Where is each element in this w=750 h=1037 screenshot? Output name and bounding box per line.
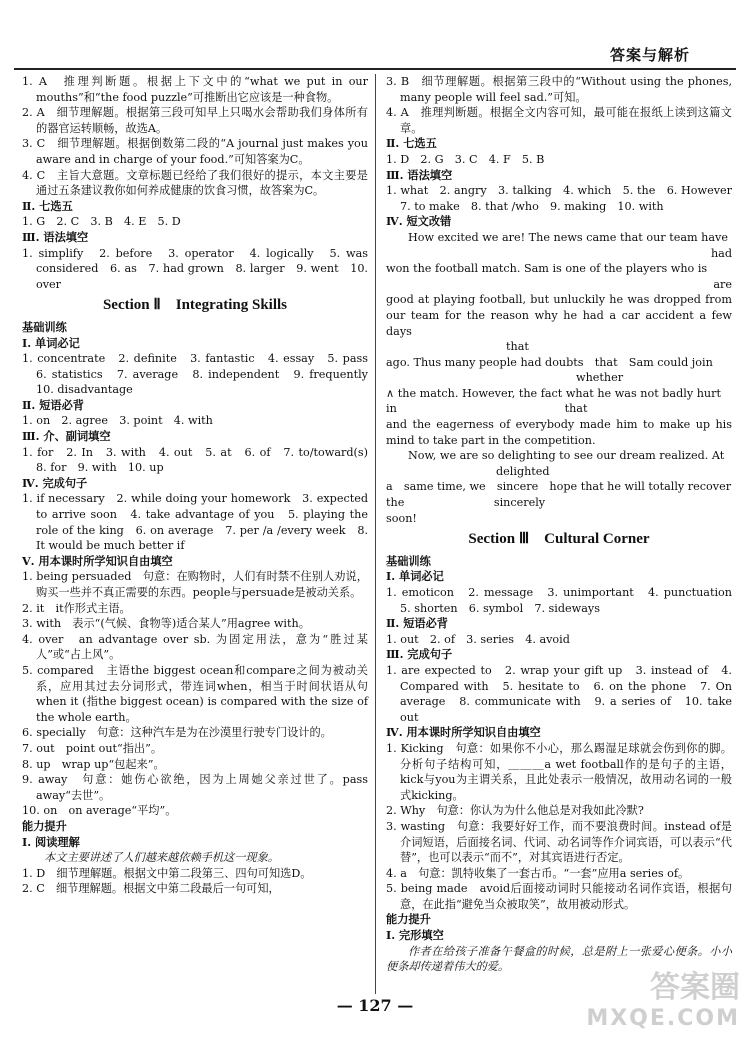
answer-item: 2. Why 句意：你认为为什么他总是对我如此冷默? <box>386 804 644 818</box>
heading-free-fill: Ⅴ. 用本课时所学知识自由填空 <box>22 553 173 568</box>
heading-seven-choose-five: Ⅱ. 七选五 <box>22 198 73 213</box>
correction-note: whether <box>576 371 624 385</box>
header-title: 答案与解析 <box>609 46 690 64</box>
answer-item: 1. D 细节理解题。根据文中第二段第三、四句可知选D。 <box>22 866 312 880</box>
correction-note: are <box>713 277 732 291</box>
heading-prep-adv: Ⅲ. 介、副词填空 <box>22 429 111 444</box>
answer-item: 3. B 细节理解题。根据第三段中的“Without using the phones, many people will feel sad.”可知。 <box>386 75 732 104</box>
right-column <box>386 74 744 975</box>
heading-error-correction: Ⅳ. 短文改错 <box>386 214 452 229</box>
answer-line: 1. if necessary 2. while doing your homework 3. expected to arrive soon 4. take advantage of you 5. playing the role of the king 6. on average 7. per /a /every week 8. It would be much better if <box>22 492 368 553</box>
answer-item: 4. a 句意：凯特收集了一套古币。“一套”应用a series of。 <box>386 866 690 880</box>
correction-line: How excited we are! The news came that our team have <box>408 230 728 244</box>
correction-line: ∧ the match. However, the fact what he was not badly hurt <box>386 386 721 400</box>
answer-line: 1. emoticon 2. message 3. unimportant 4. punctuation 5. shorten 6. symbol 7. sideways <box>386 586 744 615</box>
correction-line: ago. Thus many people had doubts that Sam could join <box>386 355 713 369</box>
correction-note: that <box>506 340 529 354</box>
answer-item: 4. A 推理判断题。根据全文内容可知，最可能在报纸上读到这篇文章。 <box>386 106 732 135</box>
correction-line: won the football match. Sam is one of the players who is <box>386 262 708 276</box>
answer-item: 3. with 表示“(气候、食物等)适合某人”用agree with。 <box>22 617 310 631</box>
answer-line: 1. for 2. In 3. with 4. out 5. at 6. of 7. to/toward(s) 8. for 9. with 10. up <box>22 445 380 475</box>
correction-note: had <box>710 246 732 260</box>
answer-item: 3. C 细节理解题。根据倒数第二段的“A journal just makes you aware and in charge of your food.”可知答案为C。 <box>22 137 368 166</box>
correction-line: soon! <box>386 511 417 525</box>
cloze-intro: 作者在给孩子准备午餐盒的时候，总是附上一张爱心便条。小小便条却传递着伟大的爱。 <box>386 944 732 974</box>
answer-line: 1. G 2. C 3. B 4. E 5. D <box>22 215 181 229</box>
answer-item: 7. out point out“指出”。 <box>22 741 163 755</box>
page-number: — 127 — <box>336 996 414 1015</box>
watermark-url: MXQE.COM <box>586 1006 740 1031</box>
answer-line: 1. what 2. angry 3. talking 4. which 5. the 6. However 7. to make 8. that /who 9. making 10. with <box>386 184 744 213</box>
heading-ability: 能力提升 <box>22 818 67 833</box>
heading-grammar-fill: Ⅲ. 语法填空 <box>22 229 89 244</box>
heading-phrases: Ⅱ. 短语必背 <box>22 397 84 412</box>
answer-line: 1. are expected to 2. wrap your gift up 3. instead of 4. Compared with 5. hesitate to 6. on the phone 7. On average 8. communicate with 9. a series of 10. take out <box>386 663 732 724</box>
heading-cloze: Ⅰ. 完形填空 <box>386 928 444 943</box>
section-title: Section Ⅲ Cultural Corner <box>468 531 650 548</box>
answer-item: 4. C 主旨大意题。文章标题已经给了我们很好的提示，本文主要是通过五条建议教你如何养成健康的饮食习惯，故答案为C。 <box>22 168 368 198</box>
heading-reading: Ⅰ. 阅读理解 <box>22 834 80 849</box>
answer-item: 5. compared 主语the biggest ocean和compare之间为被动关系，应用其过去分词形式，带连词when，相当于时间状语从句when it (指the biggest ocean) is compared with the size of the whole earth。 <box>22 663 368 724</box>
answer-item: 2. it it作形式主语。 <box>22 601 131 615</box>
answer-line: 1. simplify 2. before 3. operator 4. logically 5. was considered 6. as 7. had grown 8. larger 9. went 10. over <box>22 246 380 291</box>
answer-item: 4. over an advantage over sb. 为固定用法，意为“胜过某人”或“占上风”。 <box>22 632 368 662</box>
watermark-text: 答案圈 <box>650 970 740 1005</box>
answer-item: 10. on on average“平均”。 <box>22 804 177 818</box>
correction-note: in that <box>386 402 588 416</box>
answer-item: 9. away 句意：她伤心欲绝，因为上周她父亲过世了。pass away“去世”。 <box>22 773 368 802</box>
heading-complete-sentences: Ⅲ. 完成句子 <box>386 647 453 662</box>
answer-line: 1. D 2. G 3. C 4. F 5. B <box>386 152 545 166</box>
header-rule <box>14 68 736 70</box>
answer-line: 1. out 2. of 3. series 4. avoid <box>386 632 570 646</box>
correction-line: good at playing football, but unluckily he was dropped from our team for the reason why he had a car accident a few days <box>386 293 732 338</box>
heading-words: Ⅰ. 单词必记 <box>386 569 444 584</box>
section-title: Section Ⅱ Integrating Skills <box>102 297 288 314</box>
correction-line: Now, we are so delighting to see our dream realized. At <box>408 449 725 463</box>
answer-item: 1. being persuaded 句意：在购物时，人们有时禁不住别人劝说，购买一些并不真正需要的东西。people与persuade是被动关系。 <box>22 570 368 599</box>
correction-line: and the eagerness of everybody made him to make up his mind to take part in the competition. <box>386 418 732 447</box>
watermark-logo <box>586 962 740 1031</box>
heading-free-fill: Ⅳ. 用本课时所学知识自由填空 <box>386 725 541 740</box>
answer-item: 1. Kicking 句意：如果你不小心，那么踢湿足球就会伤到你的脚。分析句子结构可知，＿＿＿a wet football作的是句子的主语，kick与you为主谓关系，且此处表示一般情况，故用动名词的一般式kicking。 <box>386 741 732 802</box>
heading-grammar-fill: Ⅲ. 语法填空 <box>386 167 453 182</box>
answer-item: 5. being made avoid后面接动词时只能接动名词作宾语，根据句意，在此指“避免当众被取笑”，故用被动形式。 <box>386 882 732 911</box>
heading-seven-choose-five: Ⅱ. 七选五 <box>386 136 437 151</box>
left-column <box>22 74 380 897</box>
correction-note: the sincerely <box>386 496 546 510</box>
heading-ability: 能力提升 <box>386 912 431 927</box>
heading-complete-sentences: Ⅳ. 完成句子 <box>22 475 88 490</box>
answer-line: 1. on 2. agree 3. point 4. with <box>22 414 213 428</box>
answer-item: 3. wasting 句意：我要好好工作，而不要浪费时间。instead of是介词短语，后面接名词、代词、动名词等作介词宾语，可以表示“代替”，也可以表示“而不”，对其宾语进行否定。 <box>386 819 732 865</box>
answer-line: 1. concentrate 2. definite 3. fantastic 4. essay 5. pass 6. statistics 7. average 8. independent 9. frequently 10. disadvantage <box>22 352 380 397</box>
answer-item: 8. up wrap up“包起来”。 <box>22 757 165 771</box>
page-header <box>0 0 750 70</box>
heading-basic-training: 基础训练 <box>386 553 431 568</box>
heading-basic-training: 基础训练 <box>22 319 67 334</box>
heading-phrases: Ⅱ. 短语必背 <box>386 616 448 631</box>
answer-item: 2. A 细节理解题。根据第三段可知早上只喝水会帮助我们身体所有的器官运转顺畅，故选A。 <box>22 106 368 135</box>
reading-intro: 本文主要讲述了人们越来越依赖手机这一现象。 <box>44 851 279 865</box>
answer-item: 2. C 细节理解题。根据文中第二段最后一句可知， <box>22 882 280 896</box>
answer-item: 1. A 推理判断题。根据上下文中的“what we put in our mouths”和“the food puzzle”可推断出它应该是一种食物。 <box>22 75 368 104</box>
answer-item: 6. specially 句意：这种汽车是为在沙漠里行驶专门设计的。 <box>22 726 332 740</box>
column-divider <box>375 74 376 994</box>
heading-words: Ⅰ. 单词必记 <box>22 335 80 350</box>
correction-note: delighted <box>496 464 550 478</box>
correction-line: a same time, we sincere hope that he will totally recover <box>386 480 732 494</box>
